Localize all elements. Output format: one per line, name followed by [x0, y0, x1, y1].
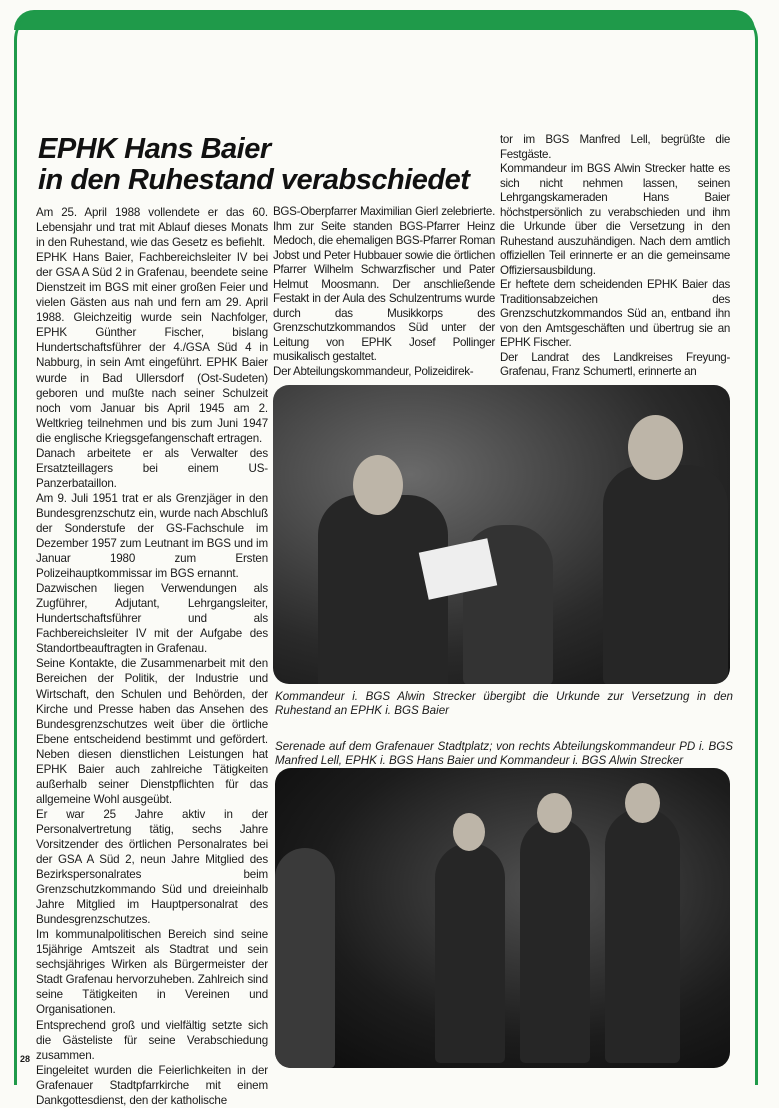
- article-column-2: [273, 205, 495, 379]
- paragraph: Entsprechend groß und vielfältig setzte sich die Gästeliste für seine Verabschiedung zusammen.: [36, 1018, 268, 1062]
- paragraph: EPHK Hans Baier, Fachbereichsleiter IV bei der GSA A Süd 2 in Grafenau, beendete seine Dienstzeit im BGS mit einer großen Feier und vielen Gästen aus nah und fern am 29. April 1988. Gleichzeitig wurde sein Nachfolger, EPHK Günther Fischer, bislang Hundertschaftsführer der 4./GSA Süd 4 in Nabburg, in sein Amt eingeführt. EPHK Baier wurde in Bad Ullersdorf (Ost-Sudeten) geboren und mußte nach seiner Schulzeit noch vom Januar bis April 1945 am 2. Weltkrieg teilnehmen und bis zum Juni 1947 die englische Kriegsgefangenschaft ertragen.: [36, 251, 268, 445]
- officer-figure: [435, 843, 505, 1063]
- officer-head: [453, 813, 485, 851]
- officer-head: [625, 783, 660, 823]
- article-column-3: [500, 133, 730, 380]
- paragraph: Eingeleitet wurden die Feierlichkeiten in der Grafenauer Stadtpfarrkirche mit einem Dankgottesdienst, den der katholische: [36, 1063, 268, 1107]
- paragraph: Dazwischen liegen Verwendungen als Zugführer, Adjutant, Lehrgangsleiter, Hundertschaftsführer und als Fachbereichsleiter IV mit der Aufgabe des Standortbeauftragten in Grafenau.: [36, 582, 268, 656]
- officer-head: [537, 793, 572, 833]
- officer-figure: [520, 818, 590, 1063]
- paragraph: Seine Kontakte, die Zusammenarbeit mit den Bereichen der Politik, der Industrie und Wirtschaft, den Schulen und Behörden, der Kirche und Presse haben das Ansehen des Bundesgrenzschutzes weit über die örtliche Ebene entscheidend bestimmt und gefördert. Neben diesen dienstlichen Leistungen hat EPHK Baier auch zahlreiche Tätigkeiten außerhalb seiner Dienstpflichten für das allgemeine Wohl ausgeübt.: [36, 657, 268, 806]
- photo-caption-2: Serenade auf dem Grafenauer Stadtplatz; von rechts Abteilungskommandeur PD i. BGS Manfred Lell, EPHK i. BGS Hans Baier und Kommandeur i. BGS Alwin Strecker: [275, 740, 733, 767]
- paragraph: Er war 25 Jahre aktiv in der Personalvertretung tätig, sechs Jahre Vorsitzender des örtlichen Personalrates bei der GSA A Süd 2, neun Jahre Mitglied des Bezirkspersonalrates beim Grenzschutzkommando Süd und dreieinhalb Jahre Mitglied im Hauptpersonalrat des Bundesgrenzschutzes.: [36, 807, 268, 927]
- page-number: 28: [20, 1054, 31, 1064]
- article-title: [38, 134, 469, 196]
- paragraph: Der Landrat des Landkreises Freyung-Grafenau, Franz Schumertl, erinnerte an: [500, 350, 730, 378]
- title-line-1: EPHK Hans Baier: [38, 133, 271, 165]
- paragraph: Er heftete dem scheidenden EPHK Baier das Traditionsabzeichen des Grenzschutzkommandos Süd an, entband ihn von den Amtsgeschäften und übertrug sie an EPHK Fischer.: [500, 278, 730, 349]
- paragraph: Kommandeur im BGS Alwin Strecker hatte es sich nicht nehmen lassen, seinen Lehrgangskameraden Hans Baier höchstpersönlich zu verabschieden und ihm die Urkunde über die Versetzung in den Ruhestand auszuhändigen. Nach dem amtlich offiziellen Teil erinnerte er an die gemeinsame Offiziersausbildung.: [500, 162, 730, 277]
- paragraph: BGS-Oberpfarrer Maximilian Gierl zelebrierte. Ihm zur Seite standen BGS-Pfarrer Heinz Medoch, die ehemaligen BGS-Pfarrer Roman Jobst und Peter Hubbauer sowie die örtlichen Pfarrer Wilhelm Schwarzfischer und Pater Helmut Moosmann. Der anschließende Festakt in der Aula des Schulzentrums wurde durch das Musikkorps des Grenzschutzkommandos Süd unter der Leitung von EPHK Josef Pollinger musikalisch gestaltet.: [273, 205, 495, 363]
- musician-figure: [275, 848, 335, 1068]
- officer-figure: [603, 465, 728, 684]
- photo-certificate-handover: [273, 385, 730, 684]
- photo-caption-1: Kommandeur i. BGS Alwin Strecker übergibt die Urkunde zur Versetzung in den Ruhestand an EPHK i. BGS Baier: [275, 690, 733, 717]
- photo-serenade: [275, 768, 730, 1068]
- paragraph: Am 9. Juli 1951 trat er als Grenzjäger in den Bundesgrenzschutz ein, wurde nach Abschluß der Sonderstufe der GS-Fachschule im Dezember 1957 zum Leutnant im BGS und im Januar 1980 zum Ersten Polizeihauptkommissar im BGS ernannt.: [36, 491, 268, 581]
- paragraph: Im kommunalpolitischen Bereich sind seine 15jährige Amtszeit als Stadtrat und sein sechsjähriges Wirken als Bürgermeister der Stadt Grafenau hervorzuheben. Zahlreich sind seine Tätigkeiten in Vereinen und Organisationen.: [36, 928, 268, 1017]
- officer-figure: [605, 808, 680, 1063]
- officer-head: [628, 415, 683, 480]
- paragraph: Am 25. April 1988 vollendete er das 60. Lebensjahr und trat mit Ablauf dieses Monats in den Ruhestand, wie das Gesetz es befiehlt.: [36, 206, 268, 250]
- paragraph: Danach arbeitete er als Verwalter des Ersatzteillagers bei einem US-Panzerbataillon.: [36, 446, 268, 490]
- paragraph: tor im BGS Manfred Lell, begrüßte die Festgäste.: [500, 133, 730, 161]
- article-column-1: [36, 205, 268, 1108]
- officer-head: [353, 455, 403, 515]
- title-line-2: in den Ruhestand verabschiedet: [38, 164, 470, 196]
- paragraph: Der Abteilungskommandeur, Polizeidirek-: [273, 364, 474, 378]
